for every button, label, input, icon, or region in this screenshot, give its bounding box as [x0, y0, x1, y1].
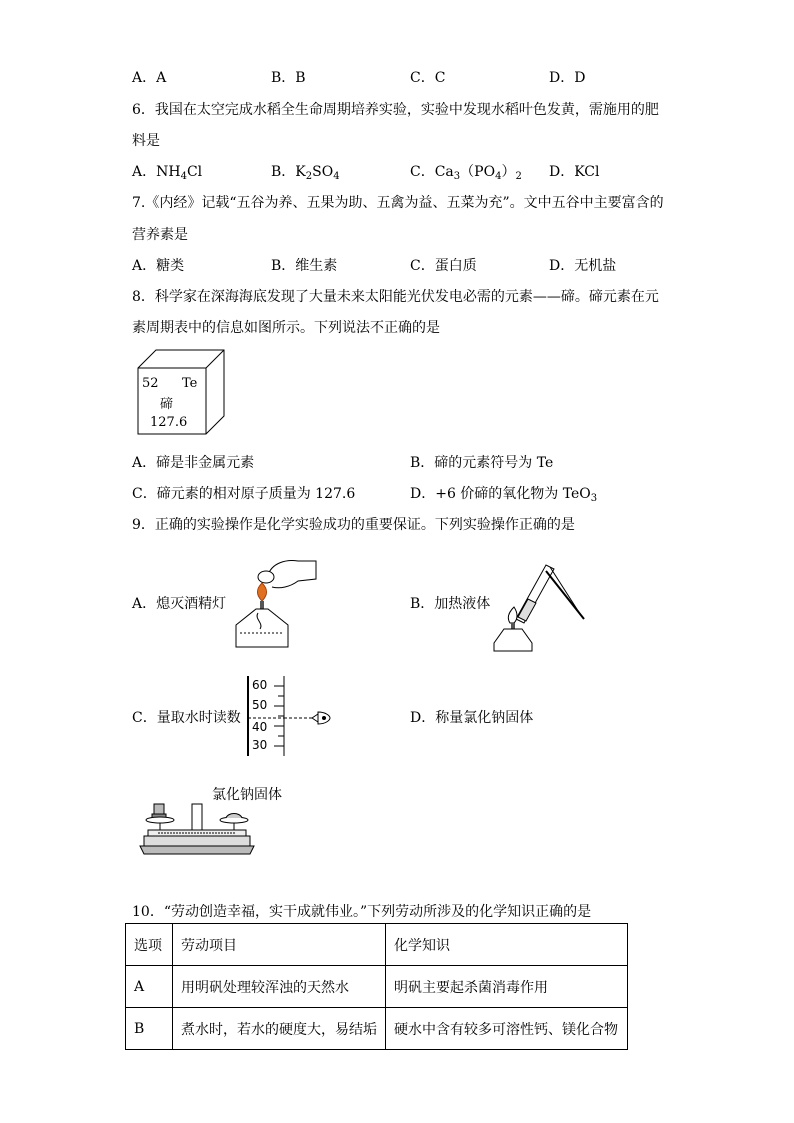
q6-option-d: D．KCl	[549, 164, 600, 180]
q8-stem-line2: 素周期表中的信息如图所示。下列说法不正确的是	[132, 320, 440, 336]
table-cell: B	[126, 1008, 173, 1050]
cylinder-tick-30: 30	[252, 738, 268, 752]
q7-stem-line2: 营养素是	[132, 227, 188, 243]
q6-option-b: B．$K_2SO_4$	[271, 164, 340, 182]
heating-liquid-figure	[488, 557, 588, 657]
q6-option-a: A．$NH_4Cl$	[132, 164, 203, 182]
element-symbol: Te	[182, 376, 198, 391]
cylinder-tick-60: 60	[252, 678, 268, 692]
q8-option-b: B．碲的元素符号为 Te	[410, 455, 554, 471]
cylinder-tick-40: 40	[252, 720, 268, 734]
table-header-knowledge: 化学知识	[386, 924, 628, 966]
q5-option-b: B．B	[271, 70, 306, 86]
q9-option-a: A．熄灭酒精灯	[132, 596, 227, 612]
q6-stem-line2: 料是	[132, 133, 160, 149]
table-header-row	[126, 924, 628, 966]
q7-option-a: A．糖类	[132, 258, 185, 274]
atomic-number: 52	[142, 376, 159, 391]
q9-option-c: C．量取水时读数	[132, 710, 241, 726]
table-cell: 明矾主要起杀菌消毒作用	[386, 966, 628, 1008]
table-cell: A	[126, 966, 173, 1008]
table-row	[126, 966, 628, 1008]
q7-stem-line1: 7.《内经》记载“五谷为养、五果为助、五禽为益、五菜为充”。文中五谷中主要富含的	[132, 195, 664, 211]
table-row	[126, 1008, 628, 1050]
tellurium-element-cell	[136, 348, 228, 438]
q7-option-b: B．维生素	[271, 258, 338, 274]
q9-option-d: D．称量氯化钠固体	[410, 710, 534, 726]
q8-option-d: D．+6 价碲的氧化物为 TeO$_3$	[410, 486, 598, 504]
q10-stem: 10．“劳动创造幸福，实干成就伟业。”下列劳动所涉及的化学知识正确的是	[132, 904, 592, 920]
graduated-cylinder-figure	[246, 676, 336, 762]
q9-option-b: B．加热液体	[410, 596, 491, 612]
table-cell: 硬水中含有较多可溶性钙、镁化合物	[386, 1008, 628, 1050]
q7-option-d: D．无机盐	[549, 258, 617, 274]
table-header-task: 劳动项目	[173, 924, 386, 966]
element-name: 碲	[160, 397, 174, 412]
alcohol-lamp-figure	[228, 553, 320, 659]
atomic-mass: 127.6	[150, 415, 188, 430]
q7-option-c: C．蛋白质	[410, 258, 477, 274]
q10-table	[125, 923, 628, 1050]
q6-option-c: C．$Ca_3(PO_4)_2$	[410, 164, 522, 182]
table-header-option: 选项	[126, 924, 173, 966]
q6-stem-line1: 6．我国在太空完成水稻全生命周期培养实验，实验中发现水稻叶色发黄，需施用的肥	[132, 102, 659, 118]
q8-option-a: A．碲是非金属元素	[132, 455, 255, 471]
q5-option-a: A．A	[132, 70, 167, 86]
q5-option-c: C．C	[410, 70, 446, 86]
q8-option-c: C．碲元素的相对原子质量为 127.6	[132, 486, 356, 502]
table-cell: 用明矾处理较浑浊的天然水	[173, 966, 386, 1008]
balance-label: 氯化钠固体	[212, 787, 282, 803]
balance-figure	[138, 800, 256, 860]
q8-stem-line1: 8．科学家在深海海底发现了大量未来太阳能光伏发电必需的元素——碲。碲元素在元	[132, 289, 659, 305]
q9-stem: 9．正确的实验操作是化学实验成功的重要保证。下列实验操作正确的是	[132, 517, 575, 533]
q5-option-d: D．D	[549, 70, 586, 86]
cylinder-tick-50: 50	[252, 698, 268, 712]
table-cell: 煮水时，若水的硬度大，易结垢	[173, 1008, 386, 1050]
